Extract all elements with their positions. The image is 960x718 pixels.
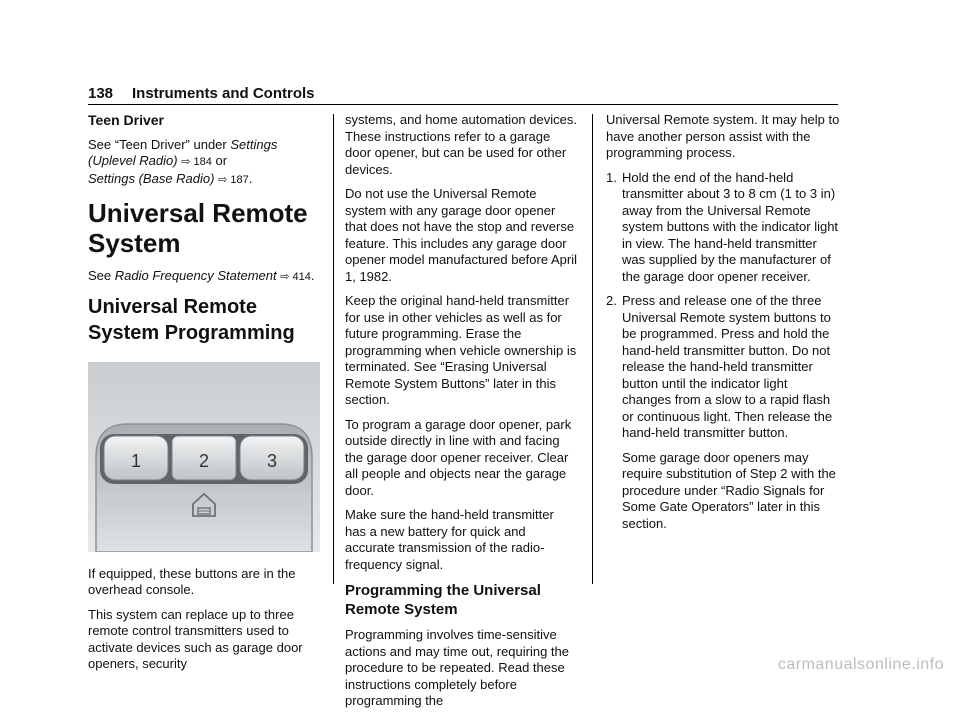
buttons-location-text: If equipped, these buttons are in the overhead console.	[88, 565, 296, 597]
teen-driver-heading: Teen Driver	[88, 112, 164, 128]
step-item	[606, 293, 840, 442]
page-ref-414[interactable]: ⇨ 414	[280, 271, 311, 283]
col2-para-5: Make sure the hand-held transmitter has a new battery for quick and accurate transmission of the radio-frequency signal.	[345, 507, 554, 572]
col2-para-6: Programming involves time-sensitive actions and may time out, requiring the procedure to be repeated. Read these instructions completely before programming the	[345, 627, 570, 708]
step-text: Hold the end of the hand-held transmitter about 3 to 8 cm (1 to 3 in) away from the Universal Remote system buttons with the indicator light in view. The hand-held transmitter was supplied by the manufacturer of the garage door opener receiver.	[622, 169, 839, 284]
teen-driver-period: .	[248, 170, 253, 186]
page-header	[88, 85, 838, 103]
header-rule	[88, 104, 838, 105]
overhead-console-photo	[88, 362, 320, 552]
page-ref-187[interactable]: ⇨ 187	[218, 173, 249, 186]
page-number: 138	[88, 85, 114, 102]
urs-programming-heading: Universal Remote System Programming	[88, 295, 295, 344]
column-3	[606, 112, 840, 540]
programming-heading: Programming the Universal Remote System	[345, 582, 541, 618]
link-radio-frequency[interactable]: Radio Frequency Statement	[114, 268, 277, 283]
button-label-3: 3	[266, 450, 278, 471]
button-label-2: 2	[198, 450, 210, 471]
link-settings-uplevel[interactable]: Settings (Uplevel Radio)	[88, 136, 278, 168]
step-item	[606, 170, 840, 286]
col2-para-4: To program a garage door opener, park outside directly in line with and facing the garage door opener receiver. Clear all people and objects near the garage door.	[345, 416, 572, 498]
teen-driver-see: See “Teen Driver” under	[88, 136, 231, 152]
universal-remote-heading: Universal Remote System	[88, 198, 308, 258]
col3-para-1: Universal Remote system. It may help to have another person assist with the programming process.	[606, 112, 840, 160]
urs-see: See	[88, 268, 115, 283]
column-2	[345, 112, 577, 718]
teen-driver-text	[88, 137, 320, 189]
watermark: carmanualsonline.info	[777, 656, 944, 673]
column-1	[88, 112, 320, 681]
col2-para-3: Keep the original hand-held transmitter for use in other vehicles as well as for future programming. Erase the programming when vehicle ownership is terminated. See “Erasing Universal Remote System Buttons” later in this section.	[345, 293, 577, 407]
step-2-note: Some garage door openers may require substitution of Step 2 with the procedure under “Radio Signals for Some Gate Operators” later in this section.	[622, 449, 836, 531]
urs-period: .	[310, 268, 315, 283]
link-settings-base[interactable]: Settings (Base Radio)	[88, 170, 215, 186]
section-title: Instruments and Controls	[132, 85, 315, 102]
urs-see-text	[88, 268, 320, 286]
system-replace-text: This system can replace up to three remote control transmitters used to activate devices such as garage door openers, security	[88, 606, 303, 671]
column-divider-1	[333, 114, 334, 584]
button-label-1: 1	[130, 450, 142, 471]
step-number: 1.	[606, 169, 617, 185]
step-text: Press and release one of the three Universal Remote system buttons to be programmed. Press and hold the hand-held transmitter button. Do not release the hand-held transmitter button until the indicator light changes from a slow to a rapid flash or continuous light. Then release the hand-held transmitter button.	[622, 293, 833, 440]
col2-para-2: Do not use the Universal Remote system with any garage door opener that does not have the stop and reverse feature. This includes any garage door opener model manufactured before April 1, 1982.	[345, 186, 577, 284]
step-number: 2.	[606, 293, 617, 308]
page-ref-184[interactable]: ⇨ 184	[181, 156, 212, 168]
col2-para-1: systems, and home automation devices. These instructions refer to a garage door opener, but can be used for other devices.	[345, 112, 577, 177]
steps-list	[606, 170, 840, 442]
teen-driver-or: or	[211, 153, 228, 168]
column-divider-2	[592, 114, 593, 584]
